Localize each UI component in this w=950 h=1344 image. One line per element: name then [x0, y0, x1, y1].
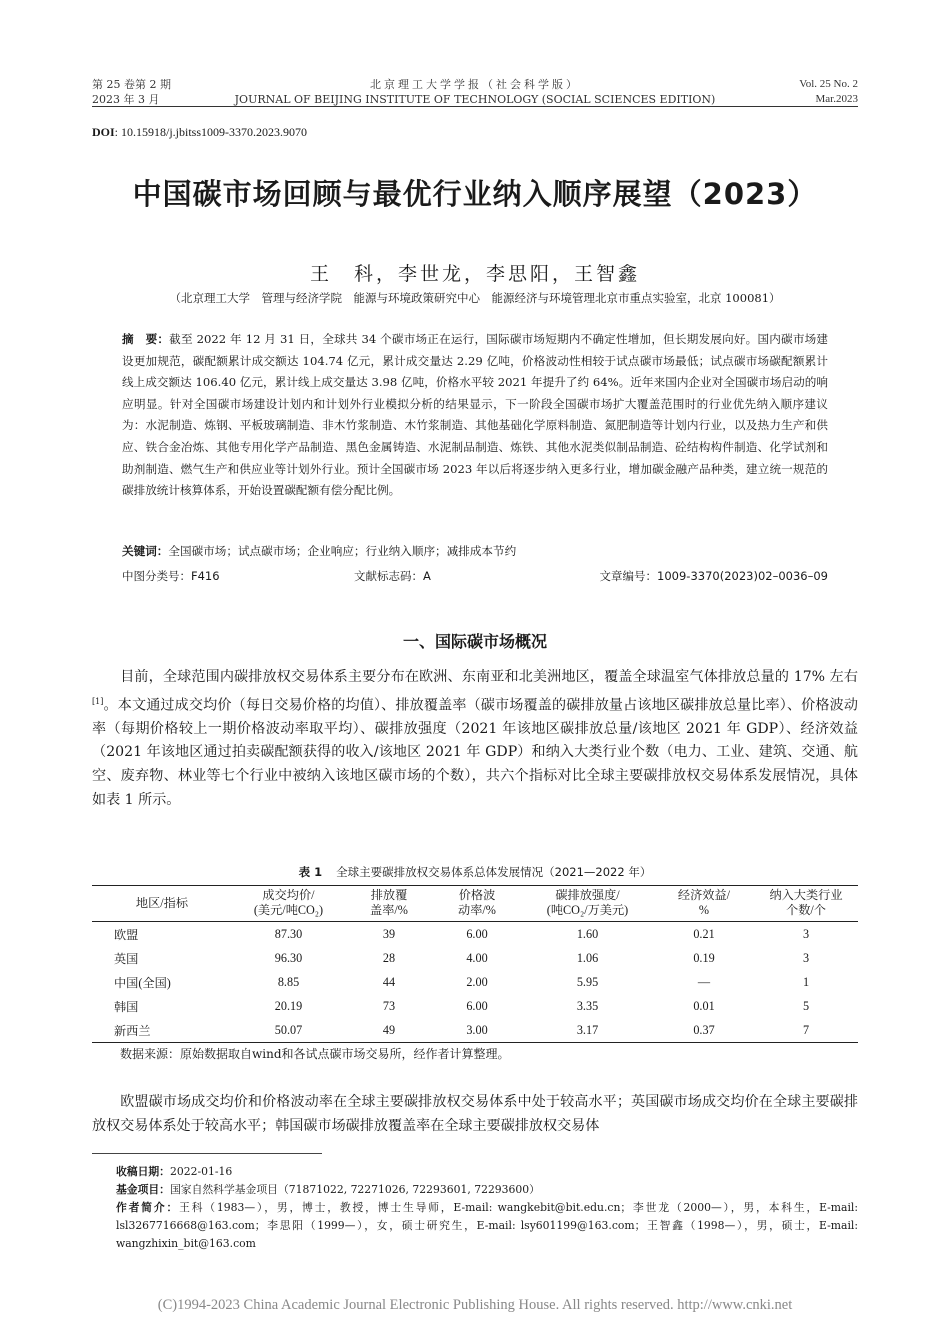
header-volatility-line2: 动率/%	[458, 903, 496, 917]
header-journal-en: JOURNAL OF BEIJING INSTITUTE OF TECHNOLOGY (SOCIAL SCIENCES EDITION)	[234, 93, 716, 106]
cell-coverage: 49	[345, 1018, 433, 1043]
footnote-authors	[116, 1199, 858, 1253]
cell-price: 87.30	[274, 926, 303, 941]
header-sectors	[754, 886, 858, 922]
cell-coverage: 28	[382, 950, 396, 965]
clc-number: 中图分类号：F416	[122, 569, 220, 583]
cell-coverage: 73	[382, 998, 396, 1013]
cell-price: 50.07	[232, 1018, 345, 1043]
table-header-row	[92, 886, 858, 922]
cell-region: 英国	[114, 951, 139, 966]
table-row	[92, 946, 858, 970]
cell-region: 韩国	[114, 999, 139, 1014]
para1-text-a: 目前，全球范围内碳排放权交易体系主要分布在欧洲、东南亚和北美洲地区，覆盖全球温室气体排放总量的 17% 左右	[120, 669, 858, 685]
abstract-label: 摘 要：	[122, 332, 170, 346]
cell-price: 8.85	[277, 974, 300, 989]
affiliation: （北京理工大学 管理与经济学院 能源与环境政策研究中心 能源经济与环境管理北京市重点实验室，北京 100081）	[169, 291, 781, 305]
header-benefit-line2: %	[698, 903, 710, 917]
abstract-text: 截至 2022 年 12 月 31 日，全球共 34 个碳市场正在运行，国际碳市场短期内不确定性增加，但长期发展向好。国内碳市场建设更加规范，碳配额累计成交额达 104.74 亿元，累计成交量达 2.29 亿吨，价格波动性相较于试点碳市场最低；试点碳市场碳配额累计线上成交额达 106.40 亿元，累计线上成交量达 3.98 亿吨，价格水平较 2021 年提升了约 64%。近年来国内企业对全国碳市场启动的响应明显。针对全国碳市场建设计划内和计划外行业模拟分析的结果显示，下一阶段全国碳市场扩大覆盖范围时的行业优先纳入顺序建议为：水泥制造、炼钢、平板玻璃制造、非木竹浆制造、木竹浆制造、其他基础化学原料制造、氮肥制造等计划内行业，以及热力生产和供应、铁合金冶炼、其他专用化学产品制造、黑色金属铸造、水泥制品制造、炼铁、其他水泥类似制品制造、砼结构构件制造、化学试剂和助剂制造、燃气生产和供应业等计划外行业。预计全国碳市场 2023 年以后将逐步纳入更多行业，增加碳金融产品种类，建立统一规范的碳排放统计核算体系，开始设置碳配额有偿分配比例。	[122, 332, 828, 498]
paper-title: 中国碳市场回顾与最优行业纳入顺序展望（2023）	[132, 177, 818, 211]
para1-text-b: 。本文通过成交均价（每日交易价格的均值）、排放覆盖率（碳市场覆盖的碳排放量占该地区碳排放总量比率）、价格波动率（每期价格较上一期价格波动率取平均）、碳排放强度（2021 年该地区碳排放总量/该地区 2021 年 GDP）、经济效益（2021 年该地区通过拍卖碳配额获得的收入/该地区 2021 年 GDP）和纳入大类行业个数（电力、工业、建筑、交通、航空、废弃物、林业等七个行业中被纳入该地区碳市场的个数），共六个指标对比全球主要碳排放权交易体系发展情况，具体如表 1 所示。	[92, 697, 858, 808]
cell-price: 20.19	[274, 998, 303, 1013]
table-row	[92, 994, 858, 1018]
cell-sectors: 7	[754, 1018, 858, 1043]
header-region: 地区/指标	[92, 886, 232, 922]
header-issue-cn: 第 25 卷第 2 期	[92, 78, 171, 91]
header-rule	[92, 106, 858, 107]
header-coverage-line2: 盖率/%	[370, 903, 408, 917]
table-row	[92, 970, 858, 994]
keywords	[122, 541, 828, 561]
abstract	[122, 329, 828, 502]
header-volatility-line1: 价格波	[458, 888, 496, 902]
cell-sectors: 3	[802, 950, 810, 965]
header-volume	[799, 77, 858, 107]
received-label: 收稿日期：	[116, 1165, 170, 1178]
table-caption-text: 全球主要碳排放权交易体系总体发展情况（2021—2022 年）	[336, 865, 652, 879]
header-price-line1: 成交均价/	[262, 888, 315, 902]
cell-coverage: 39	[382, 926, 396, 941]
header-intensity-line2: (吨CO₂/万美元)	[546, 903, 629, 917]
cell-volatility: 6.00	[466, 998, 488, 1013]
cell-benefit: 0.19	[693, 950, 715, 965]
cell-region: 新西兰	[92, 1018, 232, 1043]
authors: 王 科，李世龙，李思阳，王智鑫	[309, 263, 640, 285]
body-paragraph-1	[92, 666, 858, 812]
cell-benefit: —	[697, 974, 711, 989]
header-benefit	[654, 886, 754, 922]
cell-region: 中国(全国)	[114, 975, 171, 990]
received-date: 2022-01-16	[169, 1165, 233, 1178]
table-row	[92, 1018, 858, 1043]
header-intensity	[521, 886, 654, 922]
table-1	[92, 885, 858, 1043]
header-price	[232, 886, 345, 922]
copyright-watermark: (C)1994-2023 China Academic Journal Electronic Publishing House. All rights reserved. http://www.cnki.net	[157, 1297, 793, 1313]
header-sectors-line1: 纳入大类行业	[769, 888, 843, 902]
footnote-rule	[92, 1153, 322, 1154]
header-vol-en: Vol. 25 No. 2	[799, 78, 858, 90]
cell-sectors: 5	[802, 998, 810, 1013]
document-code: 文献标志码：A	[354, 569, 431, 583]
header-date-cn: 2023 年 3 月	[92, 93, 160, 106]
header-journal	[200, 77, 750, 107]
doi-value: : 10.15918/j.jbitss1009-3370.2023.9070	[114, 125, 308, 139]
body-paragraph-2: 欧盟碳市场成交均价和价格波动率在全球主要碳排放权交易体系中处于较高水平；英国碳市场成交均价在全球主要碳排放权交易体系处于较高水平；韩国碳市场碳排放覆盖率在全球主要碳排放权交易体	[92, 1094, 858, 1134]
keywords-text: 全国碳市场；试点碳市场；企业响应；行业纳入顺序；减排成本节约	[168, 544, 517, 558]
cell-volatility: 4.00	[466, 950, 488, 965]
section-title: 一、国际碳市场概况	[402, 632, 547, 651]
footnotes	[116, 1163, 858, 1253]
cell-benefit: 0.21	[693, 926, 715, 941]
fund-text: 国家自然科学基金项目（71871022, 72271026, 72293601, 72293600）	[169, 1183, 540, 1196]
cell-volatility: 2.00	[466, 974, 488, 989]
table-source-note: 数据来源：原始数据取自wind和各试点碳市场交易所，经作者计算整理。	[120, 1047, 510, 1061]
table-row	[92, 922, 858, 947]
cell-region: 欧盟	[114, 927, 139, 942]
author-info-text: 王科（1983—），男，博士，教授，博士生导师，E-mail: wangkebit@bit.edu.cn；李世龙（2000—），男，本科生，E-mail: lsl3267716668@163.com；李思阳（1999—），女，硕士研究生，E-mail: lsy601199@163.com；王智鑫（1998—），男，硕士，E-mail: wangzhixin_bit@163.com	[116, 1201, 859, 1250]
cell-intensity: 3.17	[521, 1018, 654, 1043]
fund-label: 基金项目：	[116, 1183, 170, 1196]
header-coverage	[345, 886, 433, 922]
cell-sectors: 1	[802, 974, 810, 989]
cell-sectors: 3	[802, 926, 810, 941]
table-number: 表 1	[298, 865, 323, 879]
header-issue	[92, 77, 171, 107]
keywords-label: 关键词：	[122, 544, 169, 558]
table-caption	[92, 864, 858, 880]
article-number: 文章编号：1009-3370(2023)02–0036–09	[599, 569, 828, 583]
doi-label: DOI	[92, 125, 115, 139]
header-benefit-line1: 经济效益/	[677, 888, 731, 902]
cell-volatility: 3.00	[433, 1018, 521, 1043]
cell-intensity: 1.60	[576, 926, 599, 941]
header-volatility	[433, 886, 521, 922]
citation-ref: [1]	[92, 696, 104, 706]
cell-coverage: 44	[382, 974, 396, 989]
doi	[92, 125, 307, 140]
header-coverage-line1: 排放覆	[370, 888, 408, 902]
header-sectors-line2: 个数/个	[786, 903, 826, 917]
footnote-fund	[116, 1181, 858, 1199]
cell-volatility: 6.00	[466, 926, 488, 941]
cell-benefit: 0.37	[654, 1018, 754, 1043]
author-info-label: 作者简介：	[116, 1201, 180, 1214]
cell-intensity: 1.06	[576, 950, 599, 965]
header-journal-cn: 北京理工大学学报（社会科学版）	[370, 78, 580, 91]
cell-intensity: 3.35	[576, 998, 599, 1013]
footnote-received	[116, 1163, 858, 1181]
header-price-line2: (美元/吨CO₂)	[253, 903, 324, 917]
cell-intensity: 5.95	[576, 974, 599, 989]
cell-price: 96.30	[274, 950, 303, 965]
header-intensity-line1: 碳排放强度/	[555, 888, 620, 902]
header-date-en: Mar.2023	[815, 93, 858, 105]
cell-benefit: 0.01	[693, 998, 715, 1013]
